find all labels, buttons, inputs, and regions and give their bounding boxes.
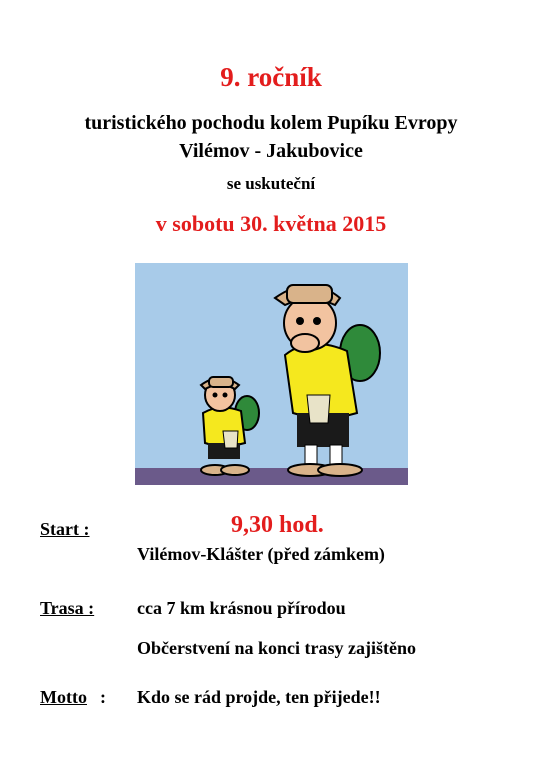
route-names: Vilémov - Jakubovice [179, 140, 363, 162]
event-subtitle: turistického pochodu kolem Pupíku Evropy [84, 112, 458, 134]
route-label: Trasa : [40, 598, 95, 618]
start-place: Vilémov-Klášter (před zámkem) [137, 544, 385, 564]
route-description: cca 7 km krásnou přírodou [137, 598, 346, 618]
hikers-cartoon-icon [135, 263, 408, 485]
ground [135, 468, 408, 485]
start-time: 9,30 hod. [231, 512, 324, 538]
motto-text: Kdo se rád projde, ten přijede!! [137, 687, 381, 707]
refreshment-note: Občerstvení na konci trasy zajištěno [137, 638, 416, 658]
motto-label: Motto [40, 687, 87, 707]
will-take-place: se uskuteční [226, 174, 316, 193]
event-date: v sobotu 30. května 2015 [155, 211, 387, 236]
start-label: Start : [40, 519, 90, 539]
motto-colon: : [100, 687, 106, 707]
edition-title: 9. ročník [220, 62, 322, 92]
